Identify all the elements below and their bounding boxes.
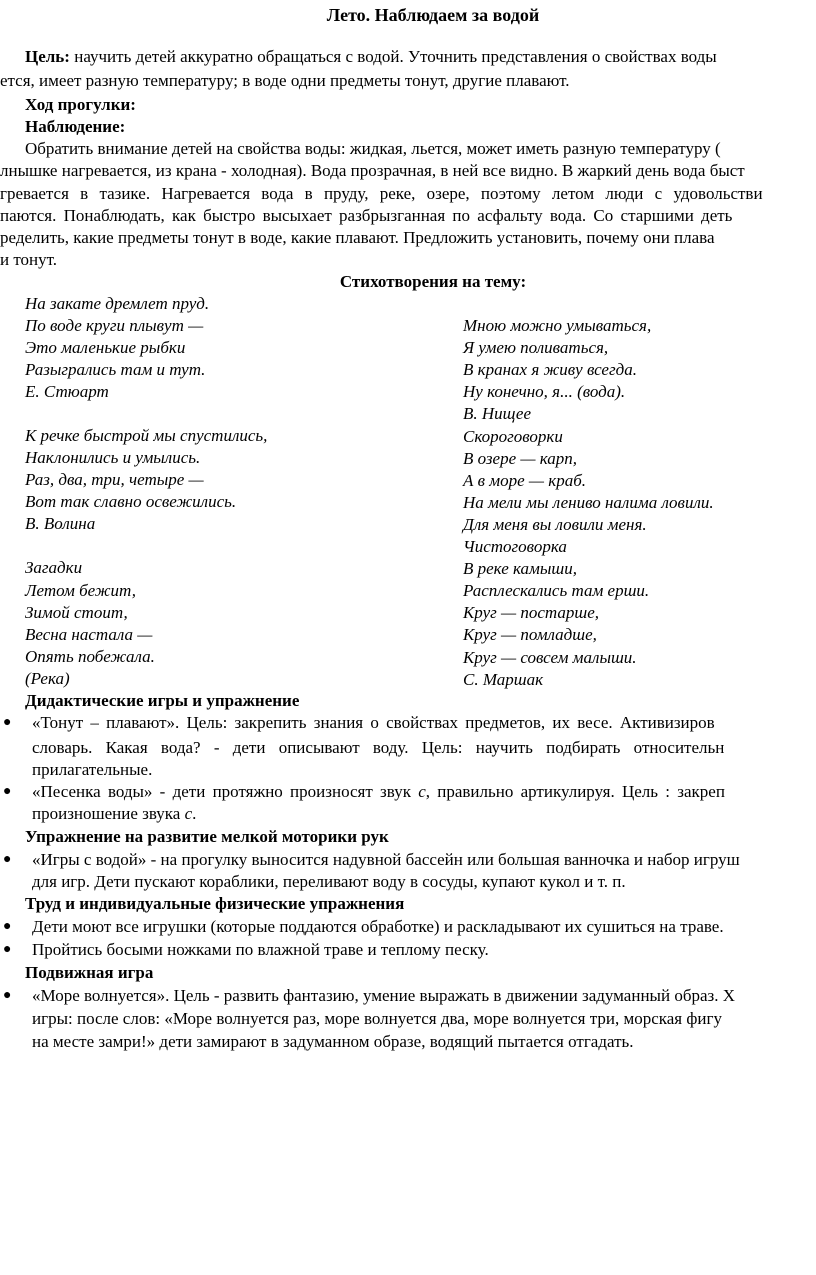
observation-line: гревается в тазике. Нагревается вода в пруду, реке, озере, поэтому летом люди с удовольстви xyxy=(0,184,763,203)
poem-right-line: Ну конечно, я... (вода). xyxy=(463,382,626,402)
mobile-game-line: на месте замри!» дети замирают в задуманном образе, водящий пытается отгадать. xyxy=(32,1032,634,1051)
poem-right-line: На мели мы лениво налима ловили. xyxy=(463,492,714,512)
didactic-heading: Дидактические игры и упражнение xyxy=(25,691,300,710)
didactic-item-1-line: прилагательные. xyxy=(32,760,153,779)
observation-line: ределить, какие предметы тонут в воде, какие плавают. Предложить установить, почему они плава xyxy=(0,228,715,247)
didactic-item-1-line: «Тонут – плавают». Цель: закрепить знания о свойствах предметов, их весе. Активизиров xyxy=(32,713,715,732)
poem-right-line: Круг — постарше, xyxy=(463,603,600,623)
didactic-item-2-text: , правильно артикулируя. Цель : закреп xyxy=(425,782,725,801)
poem-left-line: Загадки xyxy=(25,558,83,577)
poem-right-line: С. Маршак xyxy=(463,669,544,689)
motor-item-line: «Игры с водой» - на прогулку выносится надувной бассейн или большая ванночка и набор игруш xyxy=(32,850,740,869)
didactic-item-2-text: . xyxy=(192,804,197,823)
poem-left-line: Летом бежит, xyxy=(25,581,136,600)
observation-heading: Наблюдение: xyxy=(25,117,126,136)
observation-line: Обратить внимание детей на свойства воды: жидкая, льется, может иметь разную температуру ( xyxy=(25,139,721,158)
poem-right-line: Скороговорки xyxy=(463,426,563,446)
bullet-icon: ● xyxy=(3,715,12,730)
poem-left-line: Вот так славно освежились. xyxy=(25,492,237,511)
poem-right-line: В озере — карп, xyxy=(463,448,578,468)
walk-heading: Ход прогулки: xyxy=(25,95,136,114)
poem-left-line: Раз, два, три, четыре — xyxy=(25,470,204,489)
bullet-icon: ● xyxy=(3,919,12,934)
poem-right-line: А в море — краб. xyxy=(463,470,587,490)
poems-heading: Стихотворения на тему: xyxy=(339,272,527,291)
poem-right-line: В. Нищее xyxy=(463,404,532,424)
bullet-icon: ● xyxy=(3,784,12,799)
bullet-icon: ● xyxy=(3,852,12,867)
didactic-item-2-text: произношение звука xyxy=(32,804,185,823)
poem-right-line: Для меня вы ловили меня. xyxy=(463,514,647,534)
observation-line: паются. Понаблюдать, как быстро высыхает разбрызганная по асфальту вода. Со старшими деть xyxy=(0,206,733,225)
poem-left-line: К речке быстрой мы спустились, xyxy=(25,426,268,445)
labor-item-2: Пройтись босыми ножками по влажной траве и теплому песку. xyxy=(32,940,489,959)
poem-right-line: Чистоговорка xyxy=(463,537,567,556)
didactic-item-2-line-2 xyxy=(32,803,196,825)
observation-line: лнышке нагревается, из крана - холодная). Вода прозрачная, в ней все видно. В жаркий день вода быст xyxy=(0,161,745,180)
mobile-game-heading: Подвижная игра xyxy=(25,963,154,982)
poem-right-line: Расплескались там ерши. xyxy=(463,581,650,601)
poem-left-line: Наклонились и умылись. xyxy=(25,448,201,467)
bullet-icon: ● xyxy=(3,988,12,1003)
goal-text-1: научить детей аккуратно обращаться с водой. Уточнить представления о свойствах воды xyxy=(74,47,717,66)
motor-heading: Упражнение на развитие мелкой моторики рук xyxy=(25,827,389,846)
poem-left-line: Это маленькие рыбки xyxy=(25,338,186,357)
poem-right-line: Круг — совсем малыши. xyxy=(463,647,637,667)
mobile-game-line: игры: после слов: «Море волнуется раз, море волнуется два, море волнуется три, морская фигу xyxy=(32,1009,722,1028)
mobile-game-line: «Море волнуется». Цель - развить фантазию, умение выражать в движении задуманный образ. Х xyxy=(32,986,736,1005)
poem-right-line: Я умею поливаться, xyxy=(463,338,609,358)
poem-right-line: В реке камыши, xyxy=(463,559,577,579)
poem-right-line: В кранах я живу всегда. xyxy=(463,360,637,380)
page-title: Лето. Наблюдаем за водой xyxy=(326,5,540,25)
goal-line-1 xyxy=(25,46,717,68)
goal-line-2: ется, имеет разную температуру; в воде одни предметы тонут, другие плавают. xyxy=(0,71,570,90)
poem-left-line: В. Волина xyxy=(25,514,96,533)
poem-left-line: Е. Стюарт xyxy=(25,382,109,401)
poem-left-line: Весна настала — xyxy=(25,625,153,644)
poem-left-line: Опять побежала. xyxy=(25,647,155,666)
didactic-item-1-line: словарь. Какая вода? - дети описывают воду. Цель: научить подбирать относительн xyxy=(32,738,725,757)
didactic-item-2-line-1 xyxy=(32,781,725,803)
labor-heading: Труд и индивидуальные физические упражнения xyxy=(25,894,405,913)
poem-right-line: Круг — помладше, xyxy=(463,625,597,645)
labor-item-1: Дети моют все игрушки (которые поддаются обработке) и раскладывают их сушиться на траве. xyxy=(32,917,724,936)
poem-right-line: Мною можно умываться, xyxy=(463,316,652,335)
sound-letter: с xyxy=(184,804,193,823)
poem-left-line: Разыгрались там и тут. xyxy=(25,360,206,379)
observation-line: и тонут. xyxy=(0,250,58,269)
poem-left-line: (Река) xyxy=(25,669,70,688)
bullet-icon: ● xyxy=(3,942,12,957)
sound-letter: с xyxy=(418,782,426,801)
goal-label: Цель: xyxy=(25,47,70,66)
didactic-item-2-text: «Песенка воды» - дети протяжно произносят звук xyxy=(32,782,419,801)
poem-left-line: На закате дремлет пруд. xyxy=(25,294,210,313)
motor-item-line: для игр. Дети пускают кораблики, переливают воду в сосуды, купают кукол и т. п. xyxy=(32,872,626,891)
poem-left-line: По воде круги плывут — xyxy=(25,316,204,335)
poem-left-line: Зимой стоит, xyxy=(25,603,128,622)
